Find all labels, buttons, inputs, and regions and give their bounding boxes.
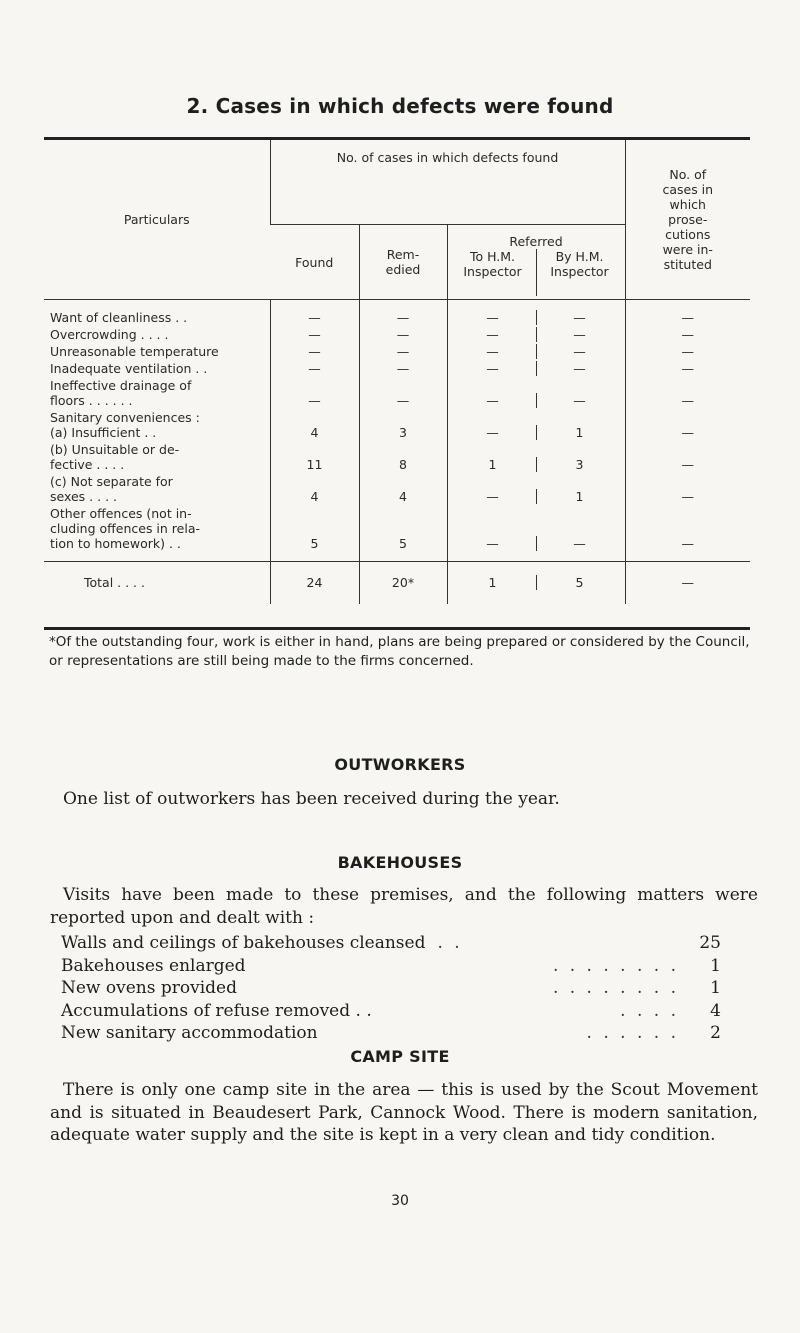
bakehouses-intro: Visits have been made to these premises, and the following matters were reported upon and dealt with : bbox=[50, 885, 758, 928]
list-item: Bakehouses enlarged . . . . . . . . 1 bbox=[61, 955, 721, 976]
table-row: (c) Not separate for sexes . . . . 4 4 — 1 — bbox=[44, 474, 750, 506]
list-item: New ovens provided . . . . . . . . 1 bbox=[61, 978, 721, 998]
table-total-row: Total . . . . 24 20* 1 5 — bbox=[44, 562, 750, 605]
camp-site-text: There is only one camp site in the area — this is used by the Scout Movement and is situated in Beaudesert Park, Cannock Wood. There is modern sanitation, adequate water supply and the site is kept in a very clean and tidy condition. bbox=[50, 1080, 758, 1145]
table-row: Ineffective drainage of floors . . . . . . — — — — — bbox=[44, 378, 750, 410]
header-prosecutions: No. of cases in which prose- cutions were in- stituted bbox=[625, 140, 750, 300]
table-row: Unreasonable temperature — — — — — bbox=[44, 344, 750, 361]
table-row: (b) Unsuitable or de- fective . . . . 11 8 1 3 — bbox=[44, 442, 750, 474]
outworkers-heading: OUTWORKERS bbox=[334, 755, 466, 774]
page-number: 30 bbox=[391, 1193, 409, 1209]
header-remedied: Rem- edied bbox=[359, 225, 447, 300]
table-row: Inadequate ventilation . . — — — — — bbox=[44, 361, 750, 378]
table-row: Other offences (not in- cluding offences in rela- tion to homework) . . 5 5 — — — bbox=[44, 506, 750, 562]
table-row: Overcrowding . . . . — — — — — bbox=[44, 327, 750, 344]
header-by-hm: By H.M. Inspector bbox=[536, 249, 623, 296]
header-group: No. of cases in which defects found bbox=[270, 140, 625, 225]
table-row: Want of cleanliness . . — — — — — bbox=[44, 300, 750, 328]
list-item: Walls and ceilings of bakehouses cleansed . . 25 bbox=[61, 933, 721, 953]
header-to-hm: To H.M. Inspector bbox=[463, 248, 522, 279]
page-title: 2. Cases in which defects were found bbox=[186, 94, 614, 118]
bakehouse-visits-list bbox=[61, 932, 721, 1045]
outworkers-text: One list of outworkers has been received during the year. bbox=[63, 789, 560, 809]
table-bottom-rule bbox=[44, 627, 750, 630]
bakehouses-heading: BAKEHOUSES bbox=[337, 853, 463, 872]
footnote: *Of the outstanding four, work is either in hand, plans are being prepared or considered by the Council, or representations are still being made to the firms concerned. bbox=[49, 634, 750, 669]
list-item: New sanitary accommodation . . . . . . 2 bbox=[61, 1023, 721, 1043]
header-referred bbox=[447, 225, 625, 300]
header-referred-label: Referred bbox=[509, 233, 563, 249]
table-row: Sanitary conveniences : (a) Insufficient . . 4 3 — 1 — bbox=[44, 410, 750, 442]
camp-site-heading: CAMP SITE bbox=[350, 1047, 450, 1066]
defects-table bbox=[44, 140, 750, 604]
header-particulars: Particulars bbox=[123, 212, 190, 227]
list-item: Accumulations of refuse removed . . . . . . 4 bbox=[61, 1000, 721, 1021]
header-found: Found bbox=[295, 254, 334, 270]
